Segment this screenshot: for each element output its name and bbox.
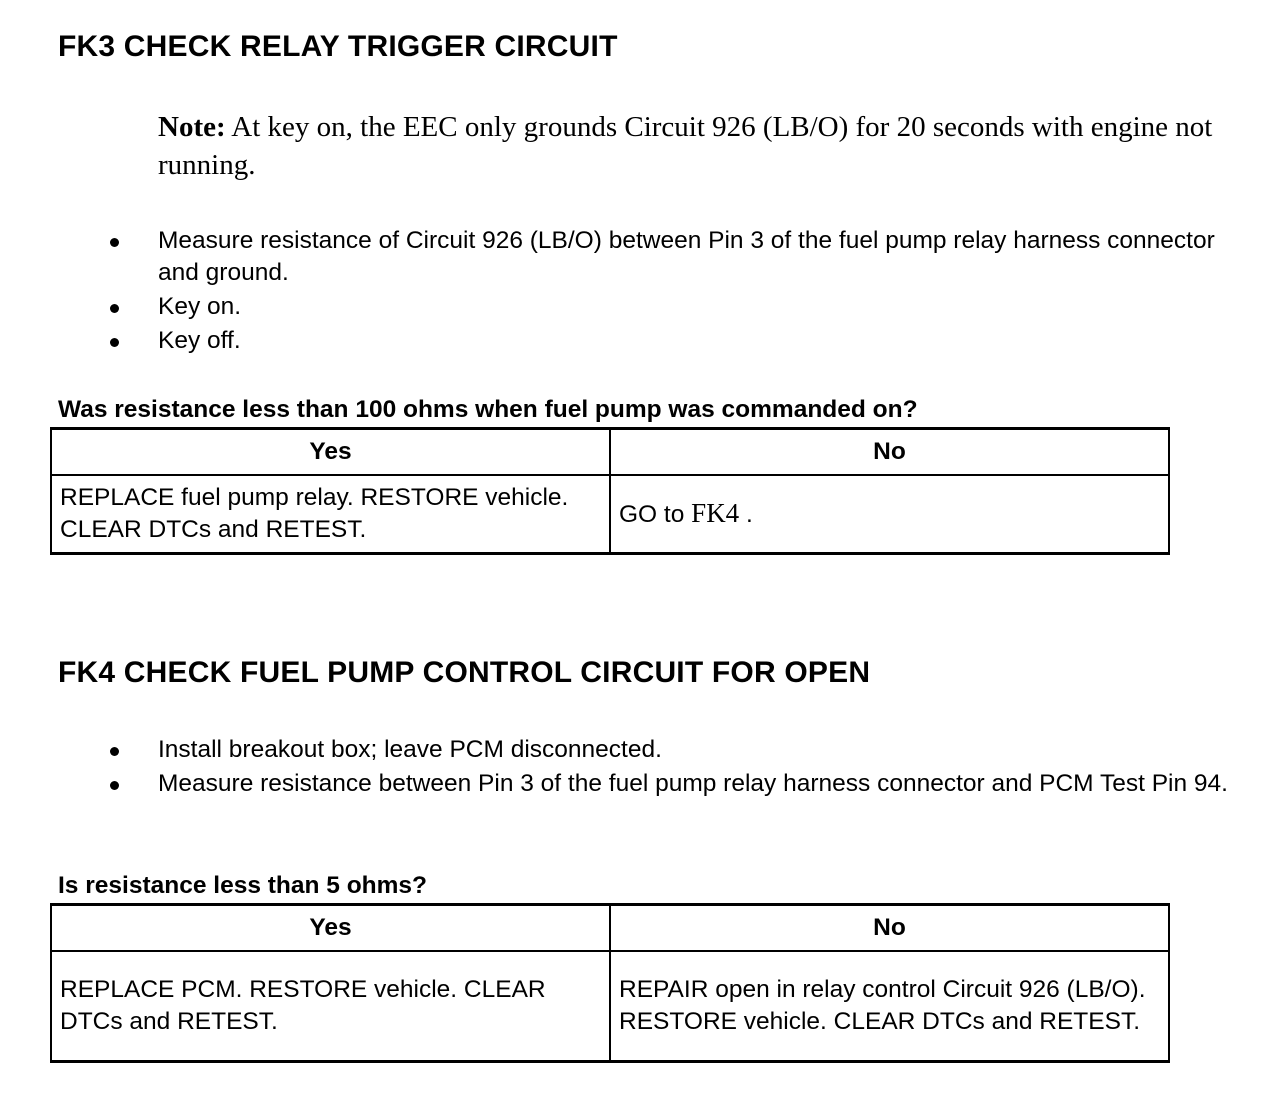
bullet-icon (110, 304, 119, 313)
note-text: At key on, the EEC only grounds Circuit 926 (LB/O) for 20 seconds with engine not running. (158, 111, 1213, 181)
step-text: Key off. (158, 327, 241, 354)
fk4-title: FK4 CHECK FUEL PUMP CONTROL CIRCUIT FOR OPEN (58, 656, 871, 689)
fk3-title: FK3 CHECK RELAY TRIGGER CIRCUIT (58, 30, 618, 63)
list-item (0, 225, 1240, 289)
yes-action: REPLACE PCM. RESTORE vehicle. CLEAR DTCs and RETEST. (51, 951, 610, 1062)
list-item (0, 734, 1240, 766)
no-action (610, 475, 1169, 554)
step-text: Key on. (158, 293, 242, 320)
no-action-suffix: . (739, 501, 753, 528)
fk3-note (158, 108, 1238, 184)
no-header: No (610, 429, 1169, 476)
no-header: No (610, 905, 1169, 952)
fk4-result-table (50, 903, 1170, 1063)
no-action-prefix: GO to (619, 501, 692, 528)
note-label: Note: (158, 111, 226, 143)
step-text: Measure resistance between Pin 3 of the fuel pump relay harness connector and PCM Test Pin 94. (158, 770, 1228, 797)
no-action: REPAIR open in relay control Circuit 926 (LB/O). RESTORE vehicle. CLEAR DTCs and RETEST. (610, 951, 1169, 1062)
yes-header: Yes (51, 429, 610, 476)
list-item (0, 291, 1240, 323)
yes-action: REPLACE fuel pump relay. RESTORE vehicle. CLEAR DTCs and RETEST. (51, 475, 610, 554)
list-item (0, 325, 1240, 357)
yes-header: Yes (51, 905, 610, 952)
bullet-icon (110, 747, 119, 756)
table-row (51, 475, 1169, 554)
fk3-step-list (0, 225, 1240, 359)
fk4-step-list (0, 734, 1240, 802)
table-header-row (51, 905, 1169, 952)
bullet-icon (110, 338, 119, 347)
fk4-step-link[interactable]: FK4 (691, 498, 740, 528)
step-text: Measure resistance of Circuit 926 (LB/O) between Pin 3 of the fuel pump relay harness connector and ground. (158, 227, 1215, 286)
fk4-question: Is resistance less than 5 ohms? (58, 872, 428, 899)
bullet-icon (110, 781, 119, 790)
list-item (0, 768, 1240, 800)
fk3-result-table (50, 427, 1170, 555)
fk3-question: Was resistance less than 100 ohms when fuel pump was commanded on? (58, 396, 918, 423)
table-row (51, 951, 1169, 1062)
bullet-icon (110, 238, 119, 247)
table-header-row (51, 429, 1169, 476)
step-text: Install breakout box; leave PCM disconnected. (158, 736, 662, 763)
